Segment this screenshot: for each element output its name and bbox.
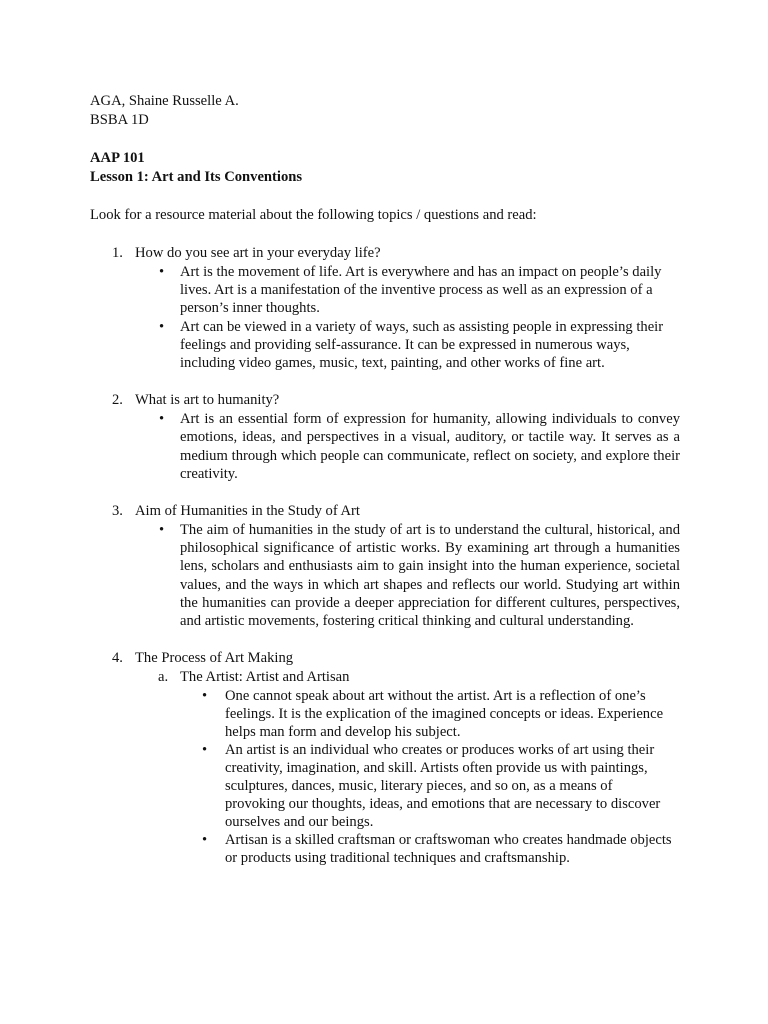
answer-list [90,263,680,372]
bullet-icon: • [202,832,208,849]
bullet-icon: • [159,522,165,539]
question-number: 1. [112,245,123,261]
question-1 [90,244,680,263]
list-item [90,318,680,373]
answer-text: Art is the movement of life. Art is everywhere and has an impact on people’s daily lives. Art is a manifestation of the inventive process as well as an expression of a person’s inner thoughts. [180,264,662,317]
question-title: The Process of Art Making [135,650,294,667]
list-item [90,521,680,630]
question-number: 2. [112,392,123,409]
question-4 [90,649,680,668]
list-item [90,410,680,483]
instruction-text: Look for a resource material about the following topics / questions and read: [90,207,537,223]
answer-text: An artist is an individual who creates or produces works of art using their creativity, imagination, and skill. Artists often provide us with paintings, sculptures, dances, music, literary pieces, and so on, as a means of provoking our thoughts, ideas, and emotions that are necessary to discover ourselves and our beings. [225,742,661,831]
bullet-icon: • [202,742,208,759]
bullet-icon: • [202,688,208,705]
list-item [90,831,680,867]
subject-code: AAP 101 [90,150,145,166]
question-2 [90,391,680,410]
bullet-icon: • [159,411,165,428]
answer-list [90,521,680,630]
answer-text: Art is an essential form of expression for humanity, allowing individuals to convey emotions, ideas, and perspectives in a visual, auditory, or tactile way. It serves as a medium through which people can communicate, reflect on society, and explore their creativity. [180,411,680,482]
list-item [90,263,680,318]
answer-text: The aim of humanities in the study of art is to understand the cultural, historical, and philosophical significance of artistic works. By examining art through a humanities lens, scholars and enthusiasts aim to gain insight into the human experience, societal values, and the ways in which art shapes and reflects our world. Studying art within the humanities can provide a deeper appreciation for different cultures, perspectives, and artistic movements, fostering critical thinking and cultural understanding. [180,522,680,630]
question-number: 4. [112,650,123,667]
student-course: BSBA 1D [90,112,149,128]
student-name: AGA, Shaine Russelle A. [90,93,239,109]
question-title: What is art to humanity? [135,392,280,409]
question-number: 3. [112,503,123,520]
document-page [90,92,680,867]
list-item [90,687,680,741]
answer-list [90,687,680,867]
question-3 [90,502,680,521]
lesson-title: Lesson 1: Art and Its Conventions [90,169,303,185]
answer-text: One cannot speak about art without the artist. Art is a reflection of one’s feelings. It is the explication of the imagined concepts or ideas. Experience helps man form and develop his subject. [225,688,664,741]
list-item [90,741,680,831]
question-title: How do you see art in your everyday life? [135,245,381,261]
question-title: Aim of Humanities in the Study of Art [135,503,360,520]
answer-text: Artisan is a skilled craftsman or craftswoman who creates handmade objects or products using traditional techniques and craftsmanship. [225,832,672,867]
answer-list [90,410,680,483]
bullet-icon: • [159,318,165,335]
subsection-letter: a. [158,669,169,686]
subsection-a [90,668,680,687]
subsection-title: The Artist: Artist and Artisan [180,669,350,686]
bullet-icon: • [159,264,165,280]
answer-text: Art can be viewed in a variety of ways, such as assisting people in expressing their feelings and providing self-assurance. It can be expressed in numerous ways, including video games, music, text, painting, and other works of fine art. [180,318,664,372]
